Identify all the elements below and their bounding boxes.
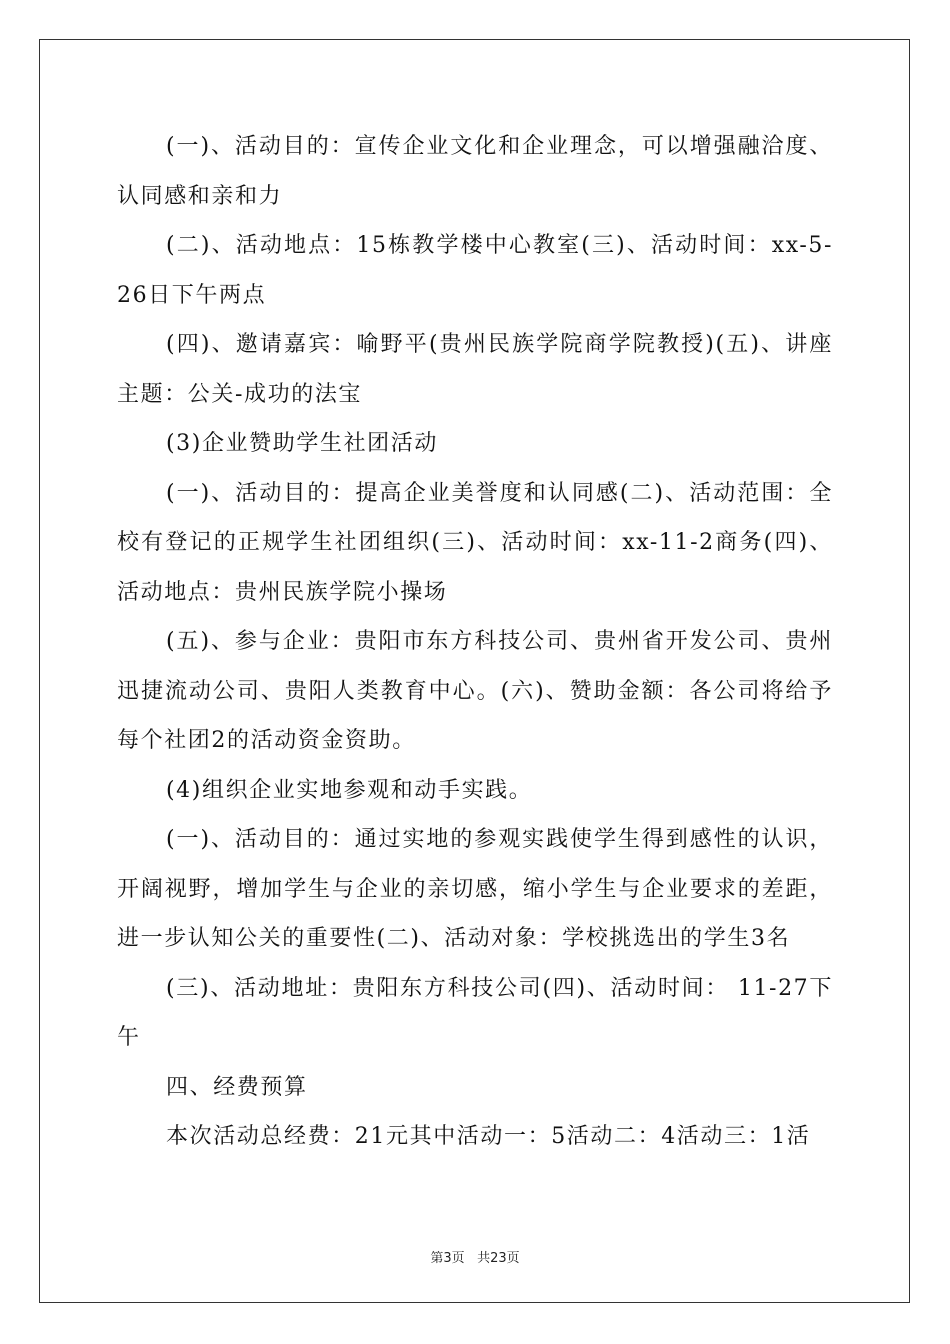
paragraph: (一)、活动目的：提高企业美誉度和认同感(二)、活动范围：全校有登记的正规学生社团组织(三)、活动时间：xx-11-2商务(四)、活动地点：贵州民族学院小操场 bbox=[117, 480, 833, 605]
document-body bbox=[117, 122, 833, 1162]
paragraph: (一)、活动目的：宣传企业文化和企业理念，可以增强融洽度、认同感和亲和力 bbox=[117, 134, 833, 209]
paragraph: 本次活动总经费：21元其中活动一：5活动二：4活动三：1活 bbox=[166, 1124, 811, 1149]
section-heading: 四、经费预算 bbox=[166, 1074, 308, 1100]
page-footer bbox=[0, 1247, 950, 1266]
paragraph: (3)企业赞助学生社团活动 bbox=[166, 431, 438, 456]
paragraph: (一)、活动目的：通过实地的参观实践使学生得到感性的认识，开阔视野，增加学生与企业的亲切感，缩小学生与企业要求的差距，进一步认知公关的重要性(二)、活动对象：学校挑选出的学生3名 bbox=[117, 827, 833, 951]
paragraph: (四)、邀请嘉宾：喻野平(贵州民族学院商学院教授)(五)、讲座主题：公关-成功的法宝 bbox=[117, 332, 833, 407]
page-number: 第3页 bbox=[430, 1251, 465, 1266]
paragraph: (三)、活动地址：贵阳东方科技公司(四)、活动时间： 11-27下午 bbox=[117, 975, 833, 1050]
paragraph: (4)组织企业实地参观和动手实践。 bbox=[166, 777, 533, 803]
page-total: 共23页 bbox=[477, 1251, 520, 1266]
paragraph: (二)、活动地点：15栋教学楼中心教室(三)、活动时间：xx-5-26日下午两点 bbox=[117, 233, 833, 308]
paragraph: (五)、参与企业：贵阳市东方科技公司、贵州省开发公司、贵州迅捷流动公司、贵阳人类教育中心。(六)、赞助金额：各公司将给予每个社团2的活动资金资助。 bbox=[117, 629, 833, 753]
